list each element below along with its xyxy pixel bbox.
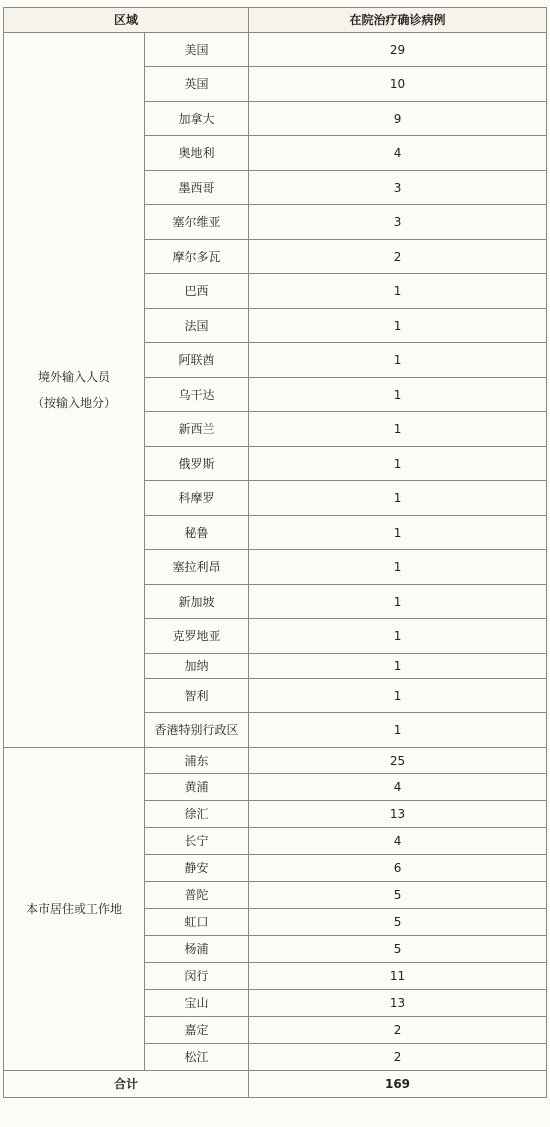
region-name-cell: 乌干达	[145, 378, 249, 412]
case-count-cell: 2	[249, 1044, 547, 1071]
case-count-cell: 1	[249, 585, 547, 619]
region-name-cell: 浦东	[145, 748, 249, 774]
total-count: 169	[249, 1071, 547, 1098]
case-count-cell: 29	[249, 33, 547, 67]
case-count-cell: 11	[249, 963, 547, 990]
cases-table	[3, 7, 547, 1098]
table-row	[4, 748, 547, 774]
case-count-cell: 1	[249, 274, 547, 309]
case-count-cell: 3	[249, 205, 547, 240]
header-cases: 在院治疗确诊病例	[249, 8, 547, 33]
region-name-cell: 巴西	[145, 274, 249, 309]
case-count-cell: 1	[249, 378, 547, 412]
region-name-cell: 静安	[145, 855, 249, 882]
region-name-cell: 杨浦	[145, 936, 249, 963]
total-label: 合计	[4, 1071, 249, 1098]
region-name-cell: 闵行	[145, 963, 249, 990]
region-name-cell: 徐汇	[145, 801, 249, 828]
region-name-cell: 俄罗斯	[145, 447, 249, 481]
region-name-cell: 法国	[145, 309, 249, 343]
region-name-cell: 普陀	[145, 882, 249, 909]
case-count-cell: 1	[249, 516, 547, 550]
region-name-cell: 松江	[145, 1044, 249, 1071]
case-count-cell: 13	[249, 801, 547, 828]
region-name-cell: 秘鲁	[145, 516, 249, 550]
local-group-label: 本市居住或工作地	[4, 748, 145, 1071]
region-name-cell: 长宁	[145, 828, 249, 855]
case-count-cell: 1	[249, 713, 547, 748]
region-name-cell: 塞尔维亚	[145, 205, 249, 240]
case-count-cell: 1	[249, 550, 547, 585]
case-count-cell: 5	[249, 882, 547, 909]
region-name-cell: 阿联酋	[145, 343, 249, 378]
case-count-cell: 1	[249, 447, 547, 481]
region-name-cell: 塞拉利昂	[145, 550, 249, 585]
region-name-cell: 香港特别行政区	[145, 713, 249, 748]
case-count-cell: 6	[249, 855, 547, 882]
case-count-cell: 4	[249, 828, 547, 855]
region-name-cell: 黄浦	[145, 774, 249, 801]
case-count-cell: 10	[249, 67, 547, 102]
region-name-cell: 智利	[145, 679, 249, 713]
case-count-cell: 4	[249, 136, 547, 171]
case-count-cell: 1	[249, 679, 547, 713]
region-name-cell: 美国	[145, 33, 249, 67]
case-count-cell: 5	[249, 909, 547, 936]
region-name-cell: 摩尔多瓦	[145, 240, 249, 274]
case-count-cell: 2	[249, 240, 547, 274]
case-count-cell: 5	[249, 936, 547, 963]
case-count-cell: 1	[249, 654, 547, 679]
region-name-cell: 克罗地亚	[145, 619, 249, 654]
case-count-cell: 3	[249, 171, 547, 205]
case-count-cell: 25	[249, 748, 547, 774]
region-name-cell: 嘉定	[145, 1017, 249, 1044]
region-name-cell: 奥地利	[145, 136, 249, 171]
case-count-cell: 1	[249, 412, 547, 447]
case-count-cell: 9	[249, 102, 547, 136]
case-count-cell: 1	[249, 619, 547, 654]
imported-group-label	[4, 33, 145, 748]
case-count-cell: 1	[249, 343, 547, 378]
region-name-cell: 加拿大	[145, 102, 249, 136]
table-row	[4, 33, 547, 67]
region-name-cell: 虹口	[145, 909, 249, 936]
case-count-cell: 1	[249, 481, 547, 516]
region-name-cell: 科摩罗	[145, 481, 249, 516]
region-name-cell: 英国	[145, 67, 249, 102]
region-name-cell: 新西兰	[145, 412, 249, 447]
header-region: 区域	[4, 8, 249, 33]
region-name-cell: 宝山	[145, 990, 249, 1017]
case-count-cell: 13	[249, 990, 547, 1017]
imported-label-line2: （按输入地分）	[31, 396, 116, 410]
region-name-cell: 加纳	[145, 654, 249, 679]
case-count-cell: 4	[249, 774, 547, 801]
imported-label-line1: 境外输入人员	[37, 370, 110, 384]
region-name-cell: 墨西哥	[145, 171, 249, 205]
region-name-cell: 新加坡	[145, 585, 249, 619]
total-row	[4, 1071, 547, 1098]
header-row	[4, 8, 547, 33]
case-count-cell: 1	[249, 309, 547, 343]
case-count-cell: 2	[249, 1017, 547, 1044]
